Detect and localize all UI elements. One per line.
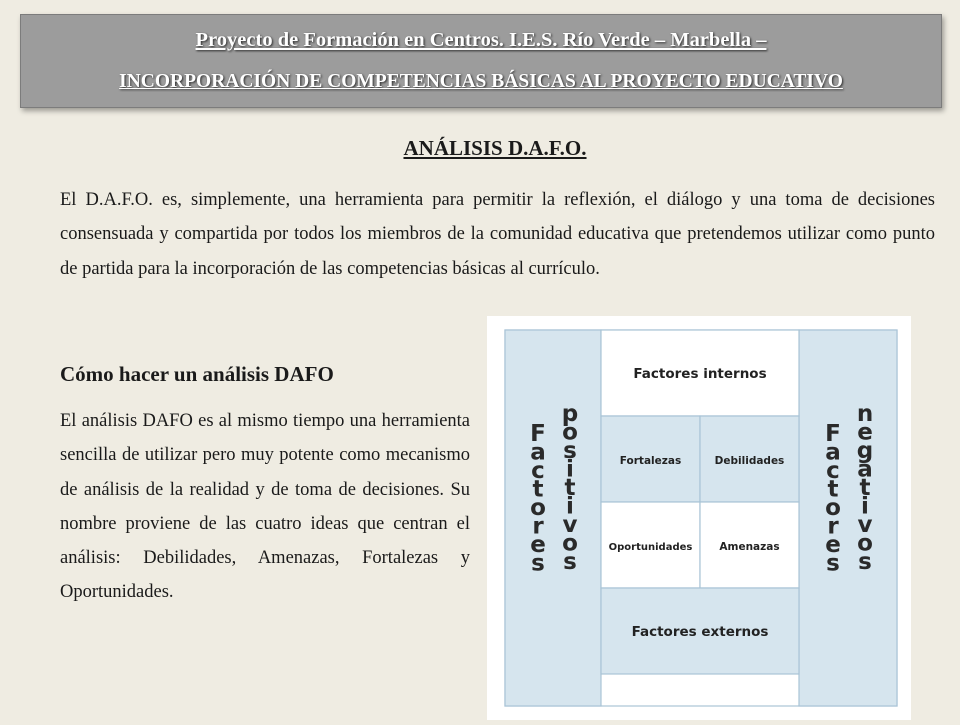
- right-word-negativos-letter: o: [857, 530, 873, 557]
- left-word-positivos-letter: s: [563, 438, 577, 464]
- left-word-positivos-letter: o: [562, 419, 578, 446]
- right-word-factores-letter: o: [825, 495, 841, 521]
- left-word-positivos-letter: s: [563, 549, 577, 575]
- left-word-factores-letter: o: [530, 495, 546, 521]
- intro-paragraph: El D.A.F.O. es, simplemente, una herramienta para permitir la reflexión, el diálogo y una toma de decisiones consensuada y compartida por todos los miembros de la comunidad educativa que pretendemos utilizar como punto de partida para la incorporación de las competencias básicas al currículo.: [60, 190, 935, 279]
- subheading: Cómo hacer un análisis DAFO: [60, 362, 334, 386]
- dafo-opportunities-label: Oportunidades: [608, 542, 693, 553]
- right-word-factores-letter: t: [827, 476, 839, 503]
- right-word-factores: [825, 421, 841, 577]
- right-word-negativos-letter: i: [861, 493, 869, 520]
- right-word-factores-letter: F: [825, 421, 841, 447]
- dafo-left-column: [505, 330, 601, 706]
- right-word-factores-letter: e: [825, 532, 841, 558]
- right-word-factores-letter: c: [826, 458, 840, 484]
- left-word-positivos-letter: o: [562, 530, 578, 557]
- right-word-negativos-letter: t: [859, 475, 871, 501]
- dafo-internal-label: Factores internos: [633, 366, 767, 382]
- header-banner: [20, 14, 942, 108]
- left-word-factores-letter: c: [531, 458, 545, 484]
- dafo-weaknesses-label: Debilidades: [714, 455, 785, 467]
- left-word-positivos-letter: t: [564, 475, 576, 501]
- left-word-positivos-letter: p: [561, 401, 579, 427]
- right-word-negativos-letter: a: [857, 456, 873, 483]
- right-word-factores-letter: r: [827, 513, 839, 540]
- left-word-factores: [530, 421, 546, 577]
- left-word-factores-letter: s: [531, 550, 545, 577]
- dafo-strengths-label: Fortalezas: [619, 455, 682, 467]
- left-word-factores-letter: r: [532, 513, 544, 540]
- header-line-1: Proyecto de Formación en Centros. I.E.S. Río Verde – Marbella –: [195, 29, 767, 51]
- dafo-right-column: [799, 330, 897, 706]
- left-word-positivos-letter: i: [566, 493, 574, 520]
- dafo-threats-label: Amenazas: [719, 541, 780, 553]
- right-word-negativos-letter: v: [857, 512, 873, 538]
- left-word-positivos-letter: v: [562, 512, 578, 538]
- section-title: ANÁLISIS D.A.F.O.: [403, 136, 587, 160]
- right-word-negativos-letter: e: [857, 419, 873, 446]
- dafo-diagram: [487, 316, 911, 720]
- left-word-factores-letter: a: [530, 439, 546, 466]
- right-word-negativos-letter: s: [858, 549, 872, 575]
- right-word-factores-letter: s: [826, 550, 840, 577]
- left-word-factores-letter: F: [530, 421, 546, 447]
- left-word-positivos-letter: i: [566, 456, 574, 483]
- left-word-factores-letter: e: [530, 532, 546, 558]
- right-word-negativos-letter: n: [856, 401, 874, 427]
- header-line-2: INCORPORACIÓN DE COMPETENCIAS BÁSICAS AL PROYECTO EDUCATIVO: [119, 71, 843, 92]
- right-word-negativos-letter: g: [856, 438, 874, 464]
- right-word-factores-letter: a: [825, 439, 841, 466]
- body-paragraph: El análisis DAFO es al mismo tiempo una herramienta sencilla de utilizar pero muy potente como mecanismo de análisis de la realidad y de toma de decisiones. Su nombre proviene de las cuatro ideas que centran el análisis: Debilidades, Amenazas, Fortalezas y Oportunidades.: [60, 411, 470, 603]
- dafo-diagram-svg: [487, 316, 911, 720]
- left-word-factores-letter: t: [532, 476, 544, 503]
- dafo-external-label: Factores externos: [631, 624, 769, 640]
